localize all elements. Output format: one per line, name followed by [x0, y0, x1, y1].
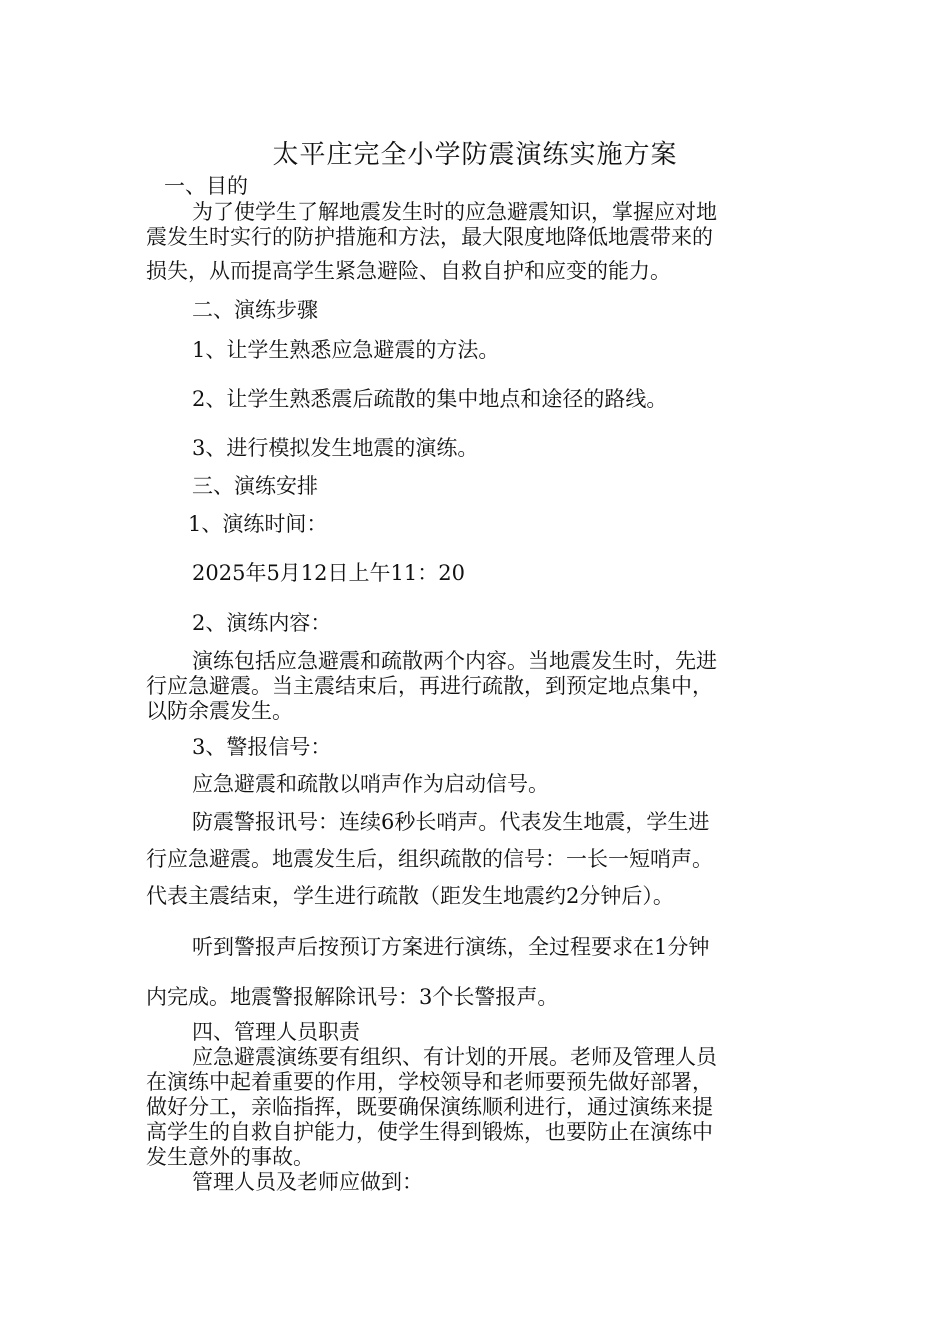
drill-content-label: 2、演练内容：: [192, 611, 332, 635]
paragraph-line: 应急避震演练要有组织、有计划的开展。老师及管理人员: [192, 1045, 717, 1069]
paragraph-line: 以防余震发生。: [146, 699, 293, 723]
section-4-heading: 四、管理人员职责: [192, 1020, 360, 1044]
section-4-paragraph: [146, 1045, 806, 1170]
paragraph-line: 行应急避震。地震发生后，组织疏散的信号：一长一短哨声。: [146, 847, 713, 871]
alarm-signal-paragraph-3: [146, 935, 806, 1010]
paragraph-line: 发生意外的事故。: [146, 1145, 314, 1169]
paragraph-line: 行应急避震。当主震结束后，再进行疏散，到预定地点集中，: [146, 674, 713, 698]
section-4-paragraph-2: 管理人员及老师应做到：: [192, 1170, 423, 1194]
paragraph-line: 演练包括应急避震和疏散两个内容。当地震发生时，先进: [192, 649, 717, 673]
drill-time-value: 2025年5月12日上午11：20: [192, 561, 465, 585]
paragraph-line: 代表主震结束，学生进行疏散（距发生地震约2分钟后）。: [146, 884, 674, 908]
paragraph-line: 内完成。地震警报解除讯号：3个长警报声。: [146, 985, 559, 1009]
alarm-signal-paragraph-2: [146, 810, 806, 909]
step-item-2: 2、让学生熟悉震后疏散的集中地点和途径的路线。: [192, 387, 668, 411]
section-3-heading: 三、演练安排: [192, 474, 318, 498]
paragraph-line: 高学生的自救自护能力，使学生得到锻炼，也要防止在演练中: [146, 1120, 713, 1144]
section-2-heading: 二、演练步骤: [192, 298, 318, 322]
paragraph-line: 损失，从而提高学生紧急避险、自救自护和应变的能力。: [146, 259, 671, 283]
paragraph-line: 听到警报声后按预订方案进行演练，全过程要求在1分钟: [192, 935, 710, 959]
alarm-signal-label: 3、警报信号：: [192, 735, 332, 759]
drill-time-label: 1、演练时间：: [188, 512, 328, 536]
paragraph-line: 做好分工，亲临指挥，既要确保演练顺利进行，通过演练来提: [146, 1095, 713, 1119]
paragraph-line: 在演练中起着重要的作用，学校领导和老师要预先做好部署，: [146, 1070, 713, 1094]
section-1-heading: 一、目的: [164, 174, 248, 198]
paragraph-line: 防震警报讯号：连续6秒长哨声。代表发生地震，学生进: [192, 810, 710, 834]
paragraph-line: 为了使学生了解地震发生时的应急避震知识，掌握应对地: [192, 200, 717, 224]
alarm-signal-paragraph-1: 应急避震和疏散以哨声作为启动信号。: [192, 772, 549, 796]
section-1-paragraph: [146, 200, 806, 284]
paragraph-line: 震发生时实行的防护措施和方法，最大限度地降低地震带来的: [146, 225, 713, 249]
step-item-1: 1、让学生熟悉应急避震的方法。: [192, 338, 500, 362]
document-title: 太平庄完全小学防震演练实施方案: [272, 140, 678, 170]
step-item-3: 3、进行模拟发生地震的演练。: [192, 436, 479, 460]
drill-content-paragraph: [146, 649, 806, 724]
